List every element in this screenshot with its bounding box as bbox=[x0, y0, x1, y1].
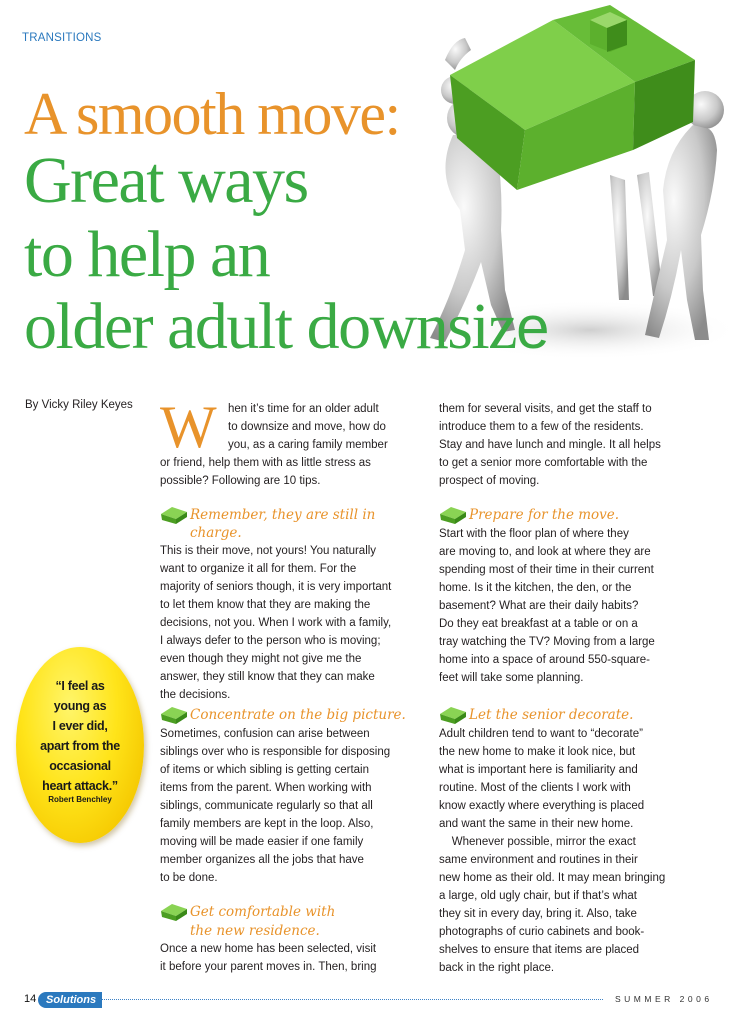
tip-line: home. Is it the kitchen, the den, or the bbox=[439, 582, 632, 594]
tip-line: what is important here is familiarity and bbox=[439, 764, 638, 776]
tip-line: want to organize it all for them. For the bbox=[160, 563, 357, 575]
house-icon bbox=[439, 506, 467, 525]
tip-heading-text: Get comfortable with bbox=[190, 904, 336, 920]
byline: By Vicky Riley Keyes bbox=[25, 399, 133, 411]
tip-line: back in the right place. bbox=[439, 962, 555, 974]
tip-line: This is their move, not yours! You naturally bbox=[160, 545, 377, 557]
title-line-1: A smooth move: bbox=[24, 81, 400, 147]
tip-heading bbox=[439, 706, 699, 725]
pull-quote bbox=[16, 676, 144, 796]
tip-line: photographs of curio cabinets and book- bbox=[439, 926, 645, 938]
title-line-2: Great ways bbox=[24, 144, 308, 217]
tip-line: same environment and routines in their bbox=[439, 854, 638, 866]
tip-heading-text: Remember, they are still in charge. bbox=[190, 507, 376, 541]
tip-heading-line-2 bbox=[160, 922, 422, 940]
tip-heading bbox=[160, 706, 422, 725]
tip-line: they sit in every day, bring it. Also, take bbox=[439, 908, 637, 920]
tip-line: to let them know that they are making the bbox=[160, 599, 371, 611]
tip-line: even though they might not give me the bbox=[160, 653, 362, 665]
tip-prepare bbox=[439, 506, 699, 687]
tip-heading bbox=[160, 506, 422, 542]
tip-comfortable bbox=[160, 903, 422, 976]
pull-quote-line: I ever did, bbox=[52, 719, 108, 733]
tip-line: majority of seniors though, it is very important bbox=[160, 581, 392, 593]
pull-quote-line: “I feel as bbox=[55, 679, 105, 693]
page-number: 14 bbox=[24, 993, 37, 1005]
tip-line: to be done. bbox=[160, 872, 218, 884]
tip-line: know exactly where everything is placed bbox=[439, 800, 645, 812]
tip-line: Start with the floor plan of where they bbox=[439, 528, 629, 540]
text-line: Stay and have lunch and mingle. It all helps bbox=[439, 439, 661, 451]
tip-line: Adult children tend to want to “decorate” bbox=[439, 728, 643, 740]
tip-line: basement? What are their daily habits? bbox=[439, 600, 639, 612]
tip-line: and want the same in their new home. bbox=[439, 818, 634, 830]
tip-heading bbox=[439, 506, 699, 525]
tip-line: answer, they still know that they can make bbox=[160, 671, 375, 683]
tip-line: siblings, communicate regularly so that all bbox=[160, 800, 373, 812]
tip-heading bbox=[160, 903, 422, 922]
text-line: to get a senior more comfortable with the bbox=[439, 457, 648, 469]
tip-decorate bbox=[439, 706, 699, 977]
title-line-4 bbox=[24, 290, 550, 363]
section-label: TRANSITIONS bbox=[22, 32, 102, 44]
tip-line: items from the parent. When working with bbox=[160, 782, 372, 794]
tip-line: the decisions. bbox=[160, 689, 231, 701]
house-icon bbox=[160, 903, 188, 922]
tip-line: it before your parent moves in. Then, bring bbox=[160, 961, 377, 973]
title-line-3: to help an bbox=[24, 218, 270, 291]
pull-quote-line: apart from the bbox=[40, 739, 120, 753]
house-icon bbox=[160, 506, 188, 525]
intro-line: to downsize and move, how do bbox=[228, 421, 386, 433]
house-icon bbox=[439, 706, 467, 725]
pull-quote-line: young as bbox=[53, 699, 107, 713]
tip-line: Do they eat breakfast at a table or on a bbox=[439, 618, 638, 630]
tip-line: I always defer to the person who is moving; bbox=[160, 635, 381, 647]
drop-cap: W bbox=[160, 394, 217, 460]
tip-line: Sometimes, confusion can arise between bbox=[160, 728, 370, 740]
tip-line: moving will be made easier if one family bbox=[160, 836, 364, 848]
intro-line: or friend, help them with as little stress as bbox=[160, 457, 371, 469]
tip-heading-text: Let the senior decorate. bbox=[469, 707, 634, 723]
tip-line: siblings over who is responsible for disposing bbox=[160, 746, 391, 758]
tip-heading-text: Prepare for the move. bbox=[469, 507, 620, 523]
tip-line: home into a space of around 550-square- bbox=[439, 654, 650, 666]
tip-line: new home as their old. It may mean bringing bbox=[439, 872, 666, 884]
tip-line: of items or which sibling is getting certain bbox=[160, 764, 370, 776]
pull-quote-line: occasional bbox=[49, 759, 111, 773]
pull-quote-line: heart attack.” bbox=[42, 779, 118, 793]
intro-line: you, as a caring family member bbox=[228, 439, 388, 451]
tip-line: decisions, not you. When I work with a family, bbox=[160, 617, 392, 629]
intro-paragraph bbox=[160, 400, 418, 490]
tip-line: Once a new home has been selected, visit bbox=[160, 943, 377, 955]
col2-continuation bbox=[439, 400, 699, 490]
intro-line: possible? Following are 10 tips. bbox=[160, 475, 321, 487]
tip-heading-text: the new residence. bbox=[190, 923, 320, 939]
text-line: introduce them to a few of the residents. bbox=[439, 421, 644, 433]
magazine-brand: Solutions bbox=[38, 992, 102, 1008]
tip-line: the new home to make it look nice, but bbox=[439, 746, 636, 758]
title-line-4-end: e bbox=[516, 294, 550, 361]
tip-line: feet will take some planning. bbox=[439, 672, 584, 684]
footer-divider bbox=[100, 999, 603, 1000]
tip-line: are moving to, and look at where they are bbox=[439, 546, 651, 558]
tip-line: member organizes all the jobs that have bbox=[160, 854, 364, 866]
intro-line: hen it’s time for an older adult bbox=[228, 403, 379, 415]
text-line: them for several visits, and get the staff to bbox=[439, 403, 652, 415]
issue-label: SUMMER 2006 bbox=[615, 994, 713, 1004]
tip-line: family members are kept in the loop. Also, bbox=[160, 818, 374, 830]
tip-line: spending most of their time in their current bbox=[439, 564, 654, 576]
pull-quote-author: Robert Benchley bbox=[48, 795, 112, 804]
tip-big-picture bbox=[160, 706, 422, 887]
tip-line: Whenever possible, mirror the exact bbox=[439, 836, 636, 848]
text-line: prospect of moving. bbox=[439, 475, 540, 487]
tip-line: routine. Most of the clients I work with bbox=[439, 782, 631, 794]
tip-remember bbox=[160, 506, 422, 704]
tip-line: shelves to ensure that items are placed bbox=[439, 944, 640, 956]
tip-line: tray watching the TV? Moving from a large bbox=[439, 636, 655, 648]
tip-heading-text: Concentrate on the big picture. bbox=[190, 707, 406, 723]
house-icon bbox=[160, 706, 188, 725]
title-line-4-main: older adult downsiz bbox=[24, 290, 517, 363]
tip-line: a large, old ugly chair, but if that’s what bbox=[439, 890, 637, 902]
